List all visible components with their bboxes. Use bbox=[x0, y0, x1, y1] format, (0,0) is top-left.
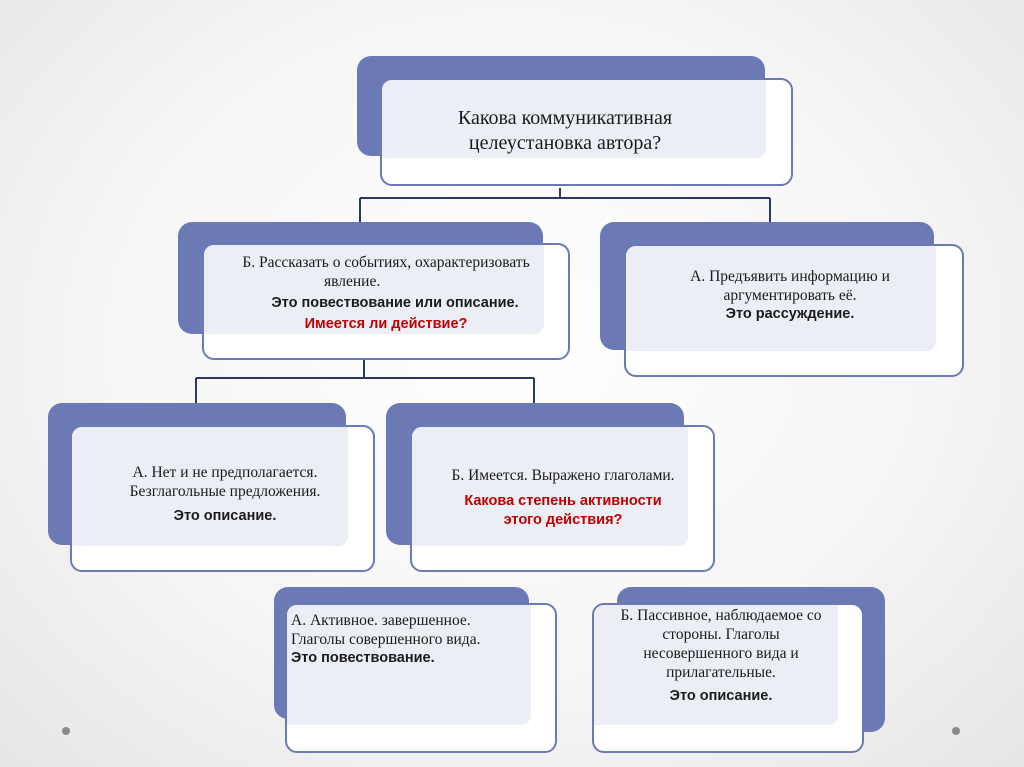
bbb-description-line1: Б. Пассивное, наблюдаемое со bbox=[620, 607, 822, 624]
bb-action-question-line2: этого действия? bbox=[503, 512, 623, 528]
bb-action-line1: Б. Имеется. Выражено глаголами. bbox=[451, 467, 675, 484]
corner-dot-right bbox=[952, 727, 960, 735]
bba-narration-conclusion: Это повествование. bbox=[291, 650, 435, 666]
bbb-description-line4: прилагательные. bbox=[666, 664, 776, 681]
ba-description-conclusion: Это описание. bbox=[173, 508, 277, 524]
a-reasoning-line2: аргументировать её. bbox=[723, 287, 857, 304]
b-narrate-question: Имеется ли действие? bbox=[304, 316, 468, 332]
bba-narration-line2: Глаголы совершенного вида. bbox=[291, 631, 481, 648]
root-question-line2: целеустановка автора? bbox=[468, 132, 662, 154]
bb-action-question-line1: Какова степень активности bbox=[464, 493, 662, 509]
corner-dot-left bbox=[62, 727, 70, 735]
ba-description-line1: А. Нет и не предполагается. bbox=[132, 464, 318, 481]
b-narrate-conclusion: Это повествование или описание. bbox=[271, 295, 519, 311]
b-narrate-line1: Б. Рассказать о событиях, охарактеризовать bbox=[242, 254, 530, 271]
bba-narration-line1: А. Активное. завершенное. bbox=[291, 612, 471, 629]
connector-b-to-level2 bbox=[196, 360, 534, 404]
a-reasoning-line1: А. Предъявить информацию и bbox=[690, 268, 890, 285]
a-reasoning-conclusion: Это рассуждение. bbox=[725, 306, 855, 322]
bbb-description-conclusion: Это описание. bbox=[669, 688, 773, 704]
bbb-description-line2: стороны. Глаголы bbox=[662, 626, 780, 643]
b-narrate-line2: явление. bbox=[324, 273, 381, 290]
bbb-description-line3: несовершенного вида и bbox=[643, 645, 799, 662]
ba-description-line2: Безглагольные предложения. bbox=[129, 483, 321, 500]
root-question-line1: Какова коммуникативная bbox=[457, 107, 673, 129]
connector-root-to-level1 bbox=[360, 188, 770, 222]
